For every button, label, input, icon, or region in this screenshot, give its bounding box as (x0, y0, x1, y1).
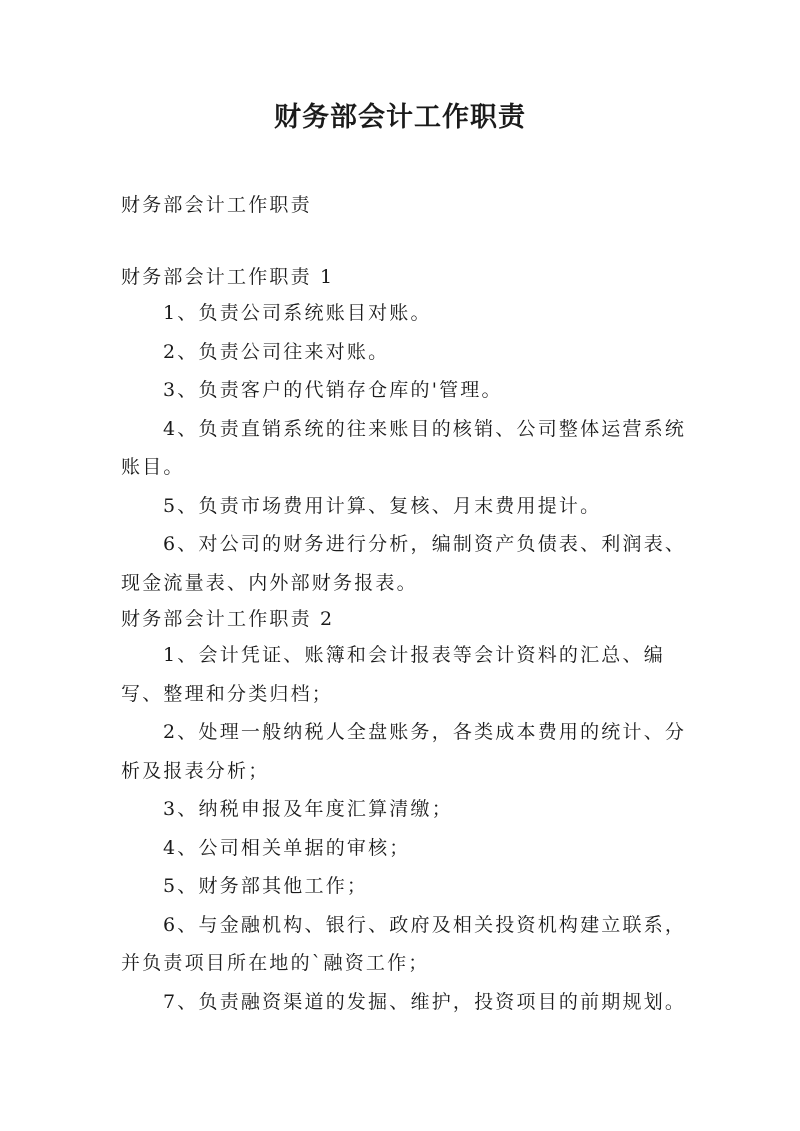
section-heading-2: 财务部会计工作职责 2 (121, 608, 335, 630)
list-item: 2、负责公司往来对账。 (163, 340, 390, 363)
list-item: 4、负责直销系统的往来账目的核销、公司整体运营系统账目。 (121, 417, 687, 478)
document-subtitle: 财务部会计工作职责 (121, 194, 312, 216)
list-item: 3、纳税申报及年度汇算清缴； (163, 798, 453, 820)
list-item: 2、处理一般纳税人全盘账务，各类成本费用的统计、分析及报表分析； (121, 721, 687, 782)
section-heading-1: 财务部会计工作职责 1 (121, 266, 335, 288)
list-item: 5、负责市场费用计算、复核、月末费用提计。 (163, 494, 602, 517)
document-title: 财务部会计工作职责 (274, 102, 526, 133)
list-item: 1、负责公司系统账目对账。 (163, 302, 432, 324)
list-item: 5、财务部其他工作； (163, 875, 369, 897)
list-item: 6、与金融机构、银行、政府及相关投资机构建立联系，并负责项目所在地的`融资工作； (121, 913, 687, 974)
list-item: 6、对公司的财务进行分析，编制资产负债表、利润表、现金流量表、内外部财务报表。 (121, 533, 687, 594)
list-item: 3、负责客户的代销存仓库的'管理。 (163, 379, 503, 401)
document-body (121, 188, 701, 1021)
list-item: 1、会计凭证、账簿和会计报表等会计资料的汇总、编写、整理和分类归档； (121, 644, 665, 705)
list-item: 4、公司相关单据的审核； (163, 836, 411, 859)
list-item: 7、负责融资渠道的发掘、维护，投资项目的前期规划。 (163, 990, 687, 1013)
